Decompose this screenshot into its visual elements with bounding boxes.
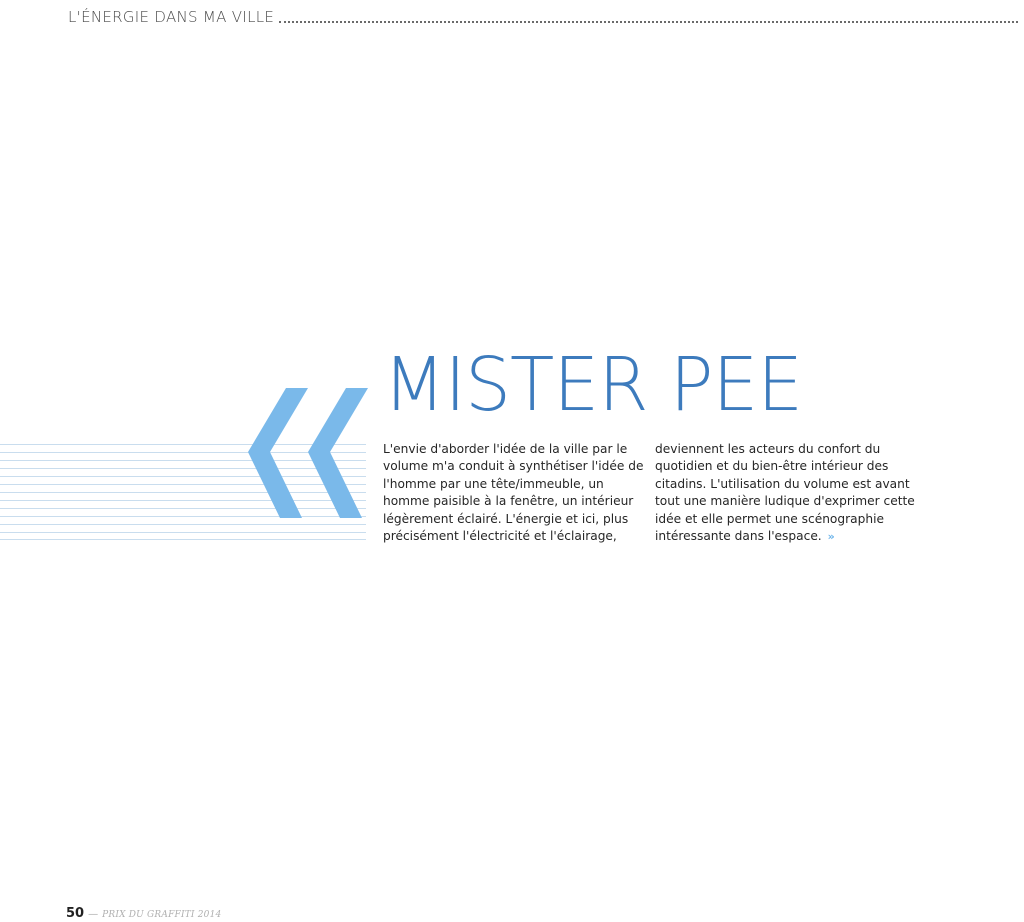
quote-chevron-outer	[248, 388, 308, 518]
continue-marker: »	[827, 530, 835, 544]
stripe-line	[0, 524, 366, 525]
running-header	[68, 6, 1018, 26]
body-column-2-text: deviennent les acteurs du confort du quotidien et du bien-être intérieur des citadins. L'utilisation du volume est avant tout une manière ludique d'exprimer cette idée et elle permet une scénographie intéressante dans l'espace.	[655, 442, 915, 544]
dotted-rule	[279, 21, 1018, 23]
quote-chevron-inner	[308, 388, 368, 518]
stripe-line	[0, 532, 366, 533]
stripe-line	[0, 539, 366, 540]
section-title: L'ÉNERGIE DANS MA VILLE	[68, 8, 275, 26]
page-footer	[66, 906, 221, 922]
footer-dash: —	[88, 909, 99, 920]
left-double-angle-quote-icon	[248, 388, 372, 518]
article-title: MISTER PEE	[383, 342, 803, 428]
body-column-1: L'envie d'aborder l'idée de la ville par le volume m'a conduit à synthétiser l'idée de l'homme par une tête/immeuble, un homme paisible à la fenêtre, un intérieur légèrement éclairé. L'énergie et ici, plus précisément l'électricité et l'éclairage,	[383, 442, 644, 544]
page-number: 50	[66, 906, 85, 921]
body-column-2	[655, 441, 917, 545]
magazine-name: PRIX DU GRAFFITI 2014	[102, 910, 222, 920]
